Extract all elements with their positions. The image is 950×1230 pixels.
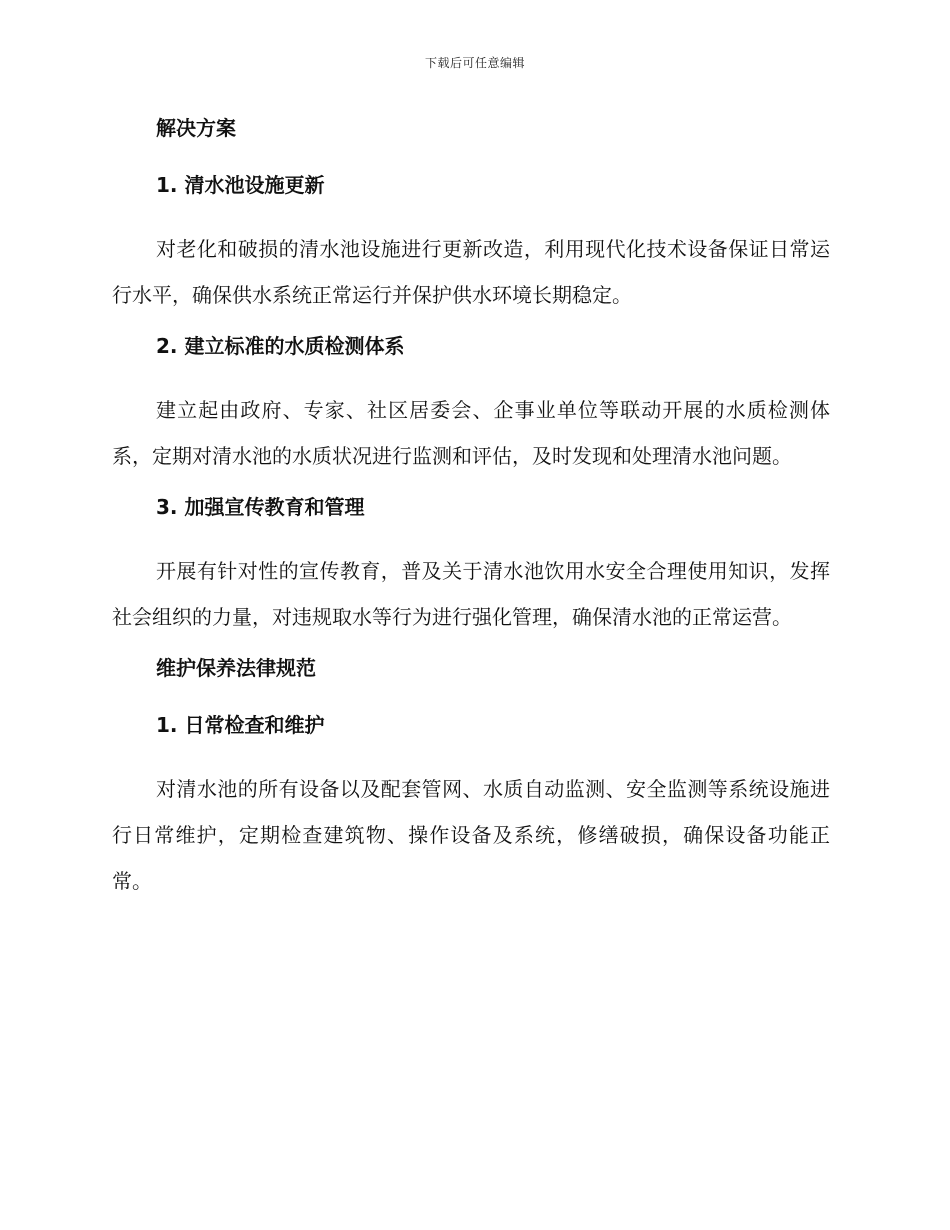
subheading-daily-inspection: 1. 日常检查和维护 bbox=[156, 713, 325, 737]
header-note: 下载后可任意编辑 bbox=[424, 56, 525, 70]
subheading-facility-update: 1. 清水池设施更新 bbox=[156, 173, 325, 197]
subheading-education-management: 3. 加强宣传教育和管理 bbox=[156, 495, 365, 519]
paragraph-water-quality-system: 建立起由政府、专家、社区居委会、企事业单位等联动开展的水质检测体系，定期对清水池的水质状况进行监测和评估，及时发现和处理清水池问题。 bbox=[112, 398, 830, 468]
section-title-solutions: 解决方案 bbox=[156, 116, 236, 140]
subheading-water-quality-system: 2. 建立标准的水质检测体系 bbox=[156, 334, 405, 358]
document-body bbox=[112, 112, 830, 916]
paragraph-facility-update: 对老化和破损的清水池设施进行更新改造，利用现代化技术设备保证日常运行水平，确保供水系统正常运行并保护供水环境长期稳定。 bbox=[112, 237, 830, 307]
section-title-maintenance-regulations: 维护保养法律规范 bbox=[156, 656, 316, 680]
paragraph-education-management: 开展有针对性的宣传教育，普及关于清水池饮用水安全合理使用知识，发挥社会组织的力量，对违规取水等行为进行强化管理，确保清水池的正常运营。 bbox=[112, 559, 830, 629]
paragraph-daily-inspection: 对清水池的所有设备以及配套管网、水质自动监测、安全监测等系统设施进行日常维护，定期检查建筑物、操作设备及系统，修缮破损，确保设备功能正常。 bbox=[112, 777, 830, 893]
